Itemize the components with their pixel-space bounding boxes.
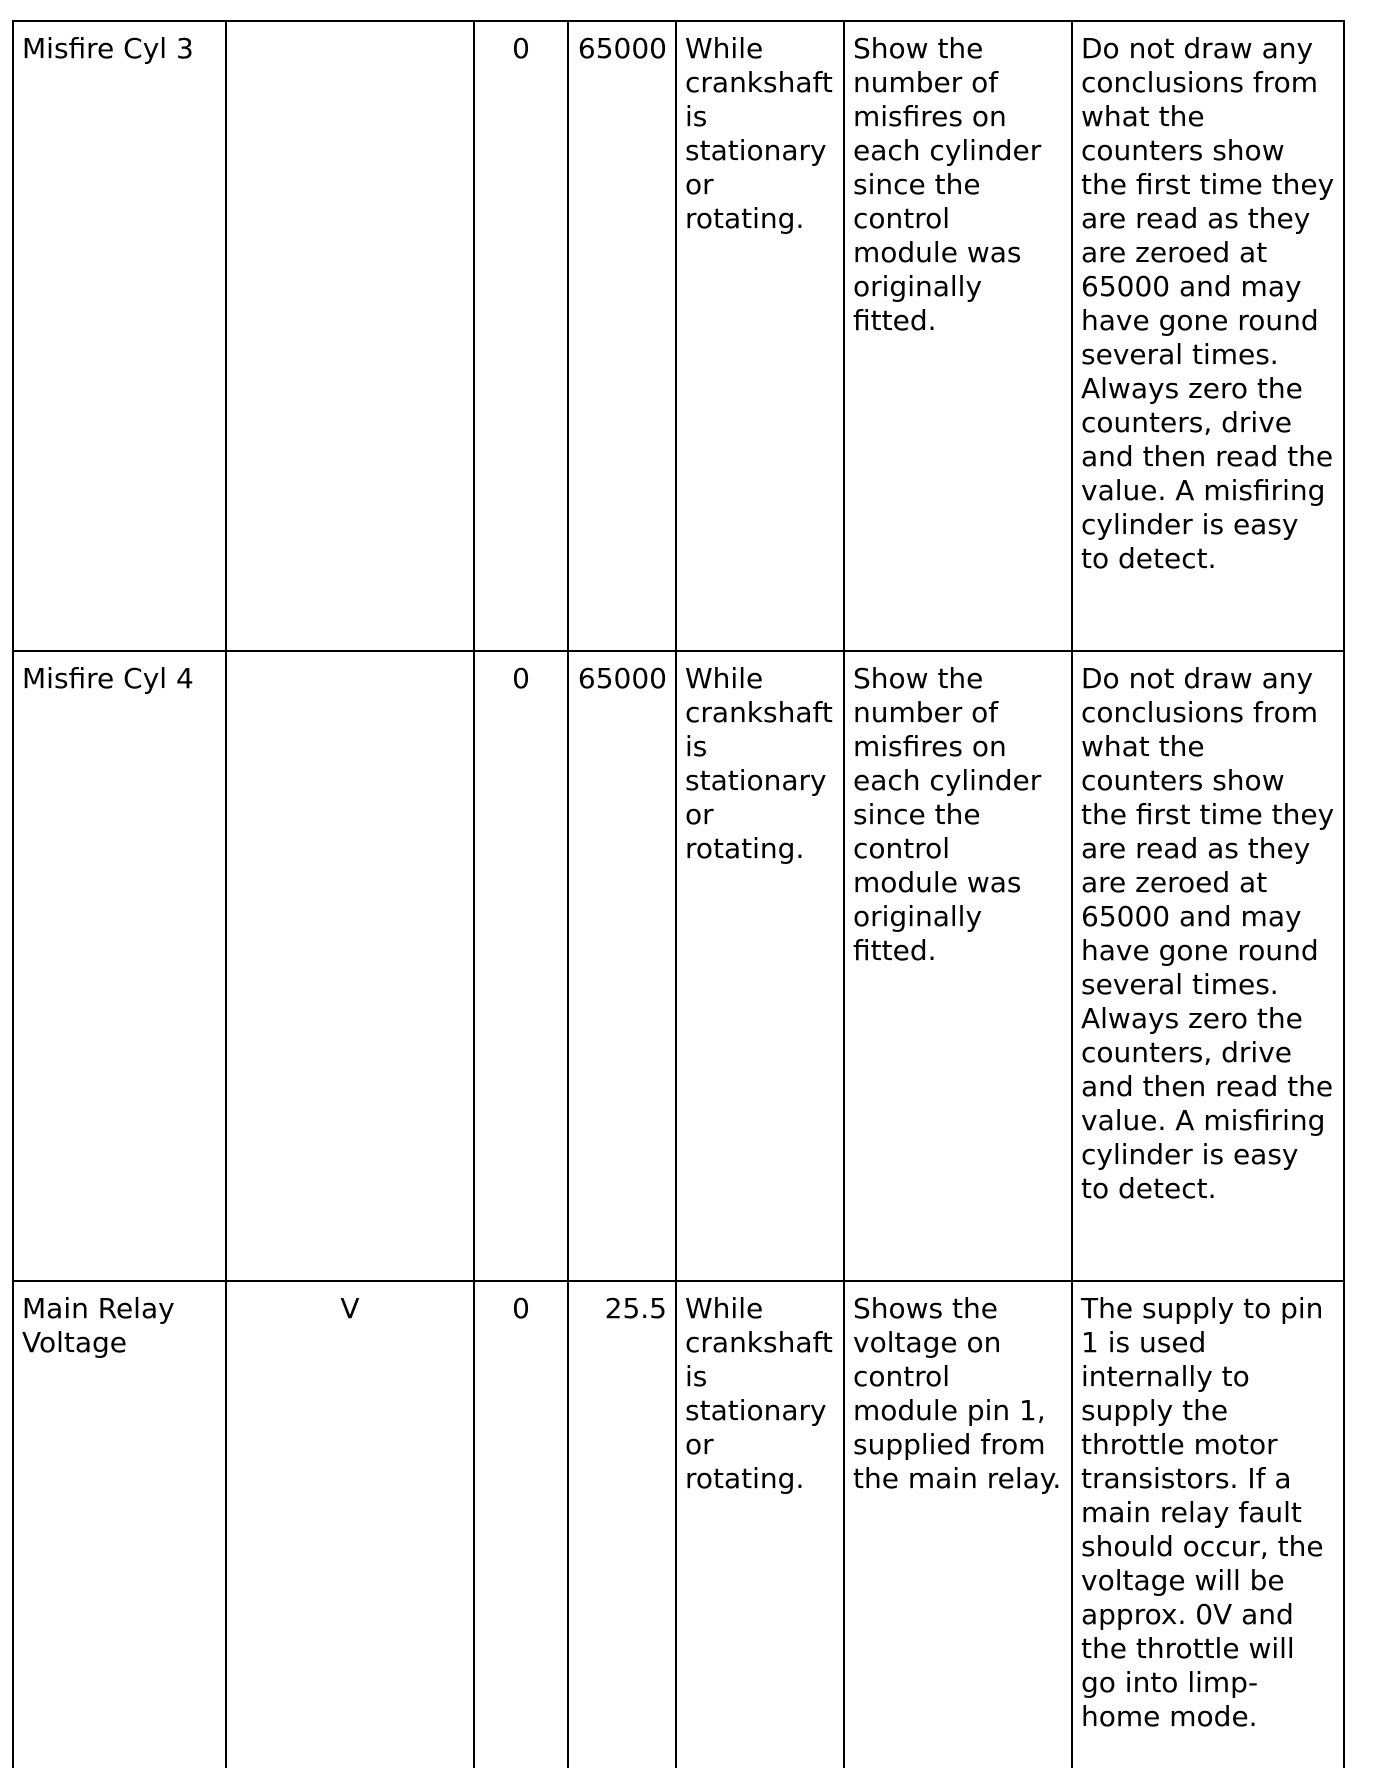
- note-cell: Do not draw any conclusions from what the counters show the first time they are read as they are zeroed at 65000 and may have gone round several times. Always zero the counters, drive and then read the value. A misfiring cylinder is easy to detect.: [1072, 651, 1344, 1281]
- condition-cell: While crankshaft is stationary or rotating.: [676, 651, 844, 1281]
- unit-cell: V: [226, 1281, 474, 1768]
- max-value-cell: 65000: [568, 21, 676, 651]
- condition-cell: While crankshaft is stationary or rotating.: [676, 21, 844, 651]
- parameter-table: [12, 20, 1345, 1768]
- description-cell: Show the number of misfires on each cylinder since the control module was originally fitted.: [844, 21, 1072, 651]
- note-cell: Do not draw any conclusions from what the counters show the first time they are read as they are zeroed at 65000 and may have gone round several times. Always zero the counters, drive and then read the value. A misfiring cylinder is easy to detect.: [1072, 21, 1344, 651]
- parameter-name-cell: Misfire Cyl 4: [13, 651, 226, 1281]
- table-row: [13, 1281, 1344, 1768]
- table-row: [13, 651, 1344, 1281]
- unit-cell: [226, 21, 474, 651]
- parameter-name-cell: Misfire Cyl 3: [13, 21, 226, 651]
- min-value-cell: 0: [474, 651, 568, 1281]
- min-value-cell: 0: [474, 1281, 568, 1768]
- condition-cell: While crankshaft is stationary or rotating.: [676, 1281, 844, 1768]
- max-value-cell: 25.5: [568, 1281, 676, 1768]
- table-row: [13, 21, 1344, 651]
- description-cell: Show the number of misfires on each cylinder since the control module was originally fitted.: [844, 651, 1072, 1281]
- note-cell: The supply to pin 1 is used internally to supply the throttle motor transistors. If a main relay fault should occur, the voltage will be approx. 0V and the throttle will go into limp-home mode.: [1072, 1281, 1344, 1768]
- unit-cell: [226, 651, 474, 1281]
- min-value-cell: 0: [474, 21, 568, 651]
- parameter-name-cell: Main Relay Voltage: [13, 1281, 226, 1768]
- max-value-cell: 65000: [568, 651, 676, 1281]
- description-cell: Shows the voltage on control module pin 1, supplied from the main relay.: [844, 1281, 1072, 1768]
